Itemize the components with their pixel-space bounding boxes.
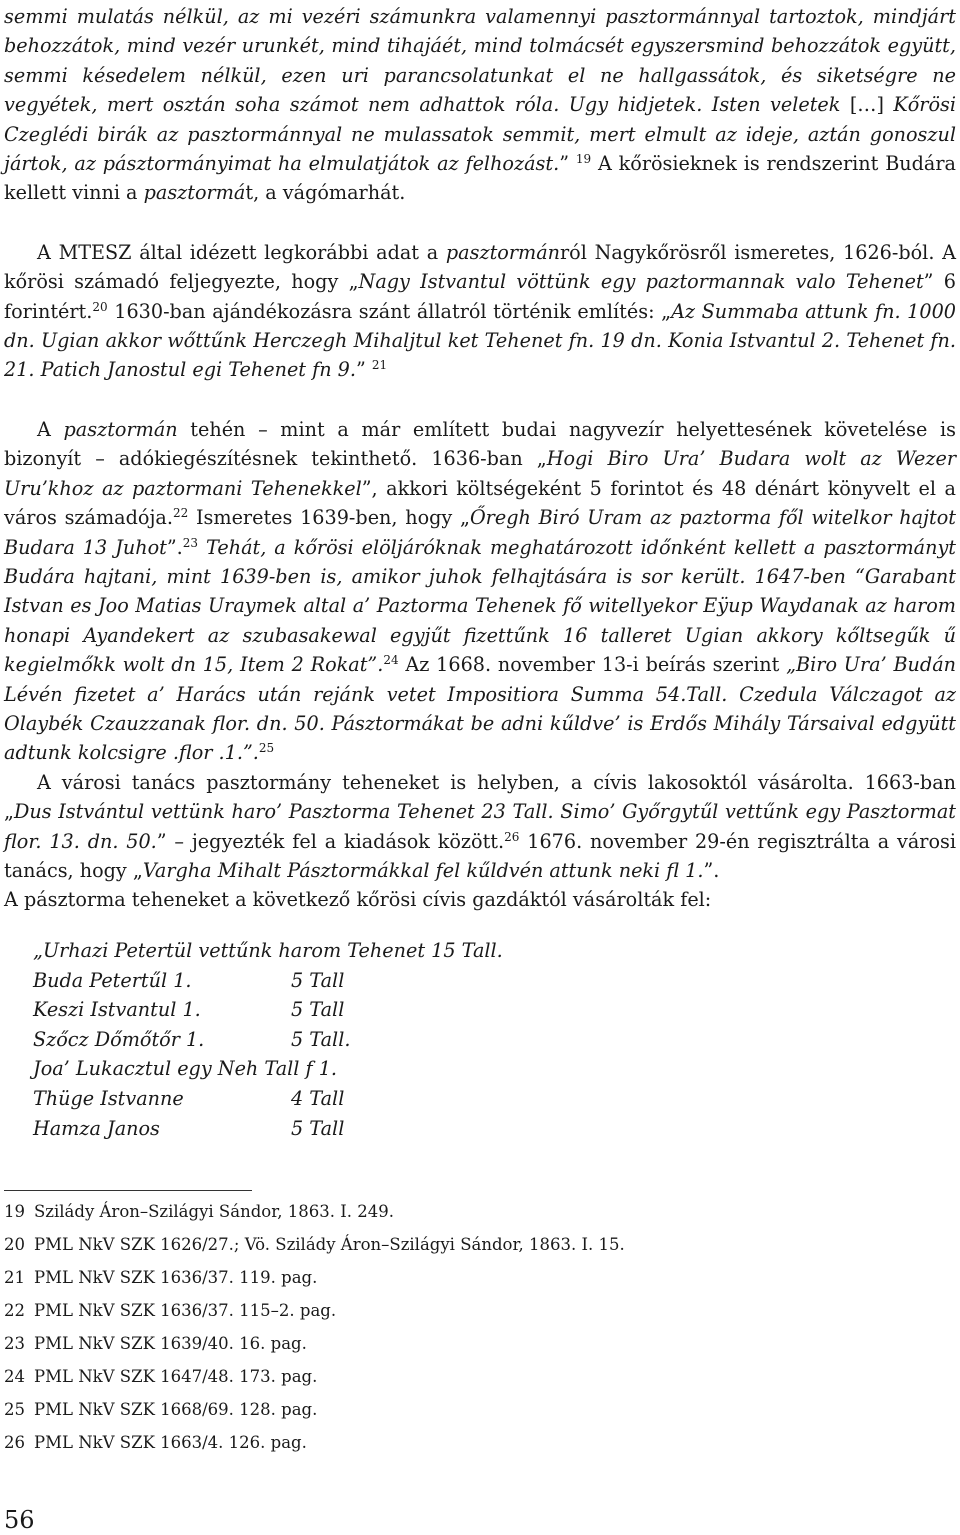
footnote: 22 PML NkV SZK 1636/37. 115–2. pag.: [4, 1301, 337, 1320]
text-run: Kőrösi Czeglédi birák az pasztormánnyal ne mulassatok semmit, mert elmult az ideje, aztán gonoszul jártok, az pásztormányimat ha elmulatjátok az felhozást.: [4, 93, 956, 176]
text-run: ” – jegyezték fel a kiadások között.: [156, 829, 505, 853]
footnote-ref: 22: [172, 506, 189, 521]
text-run: Őregh Biró Uram az paztorma fől witelkor hajtot Budara 13 Juhot: [4, 506, 956, 559]
footnote: 19 Szilády Áron–Szilágyi Sándor, 1863. I. 249.: [4, 1202, 394, 1221]
text-run: Vargha Mihalt Pásztormákkal fel kűldvén attunk neki fl 1.: [142, 858, 704, 882]
text-run: 1630-ban ajándékozásra szánt állatról történik említés: „: [107, 299, 672, 323]
footnote: 25 PML NkV SZK 1668/69. 128. pag.: [4, 1400, 318, 1419]
text-run: Az 1668. november 13-i beírás szerint: [398, 653, 787, 677]
text-run: Dus Istvántul vettünk haro’ Pasztorma Tehenet 23 Tall. Simo’ Győrgytűl vettűnk egy Pasztormat flor. 13. dn. 50.: [4, 800, 956, 853]
footnote: 24 PML NkV SZK 1647/48. 173. pag.: [4, 1367, 318, 1386]
footnote-ref: 20: [92, 299, 108, 314]
list-item: Thüge Istvanne 4 Tall: [33, 1086, 345, 1110]
text-run: semmi mulatás nélkül, az mi vezéri számunkra valamennyi pasztormánnyal tartoztok, mindjárt behozzátok, mind vezér urunkét, mind tihajáét, mind tolmácsét egyszersmind behozzátok együtt, semmi késedelem nélkül, ezen uri parancsolatunkat el ne hallgassátok, és siketségre ne vegyétek, mert osztán soha számot nem adhattok róla. Ugy hidjetek. Isten veletek: [4, 5, 956, 117]
text-run: Az Summaba attunk fn. 1000 dn. Ugian akkor wőttűnk Herczegh Mihaljtul ket Tehenet fn. 19 dn. Konia Istvantul 2. Tehenet fn. 21. Patich Janostul egi Tehenet fn 9.: [4, 299, 956, 382]
text-run: A pásztorma teheneket a következő kőrösi cívis gazdáktól vásárolták fel:: [4, 888, 712, 912]
text-run: ”, akkori költségeként 5 forintot és 48 dénárt könyvelt el a város számadója.: [4, 476, 956, 530]
list-item: Joa’ Lukacztul egy Neh Tall f 1.: [33, 1057, 338, 1081]
text-run: ”: [559, 152, 576, 176]
text-run: A MTESZ által idézett legkorábbi adat a: [37, 240, 446, 264]
text-run: pasztormán: [63, 417, 178, 441]
text-run: Hogi Biro Ura’ Budara wolt az Wezer Uru’khoz az paztormani Tehenekkel: [4, 447, 956, 500]
text-run: „Biro Ura’ Budán Lévén fizetet a’ Harács után rejánk vetet Impositiora Summa 54.Tall. Czedula Válczagot az Olaybék Czauzzanak flor. dn. 50. Pásztormákat be adni kűldve’ is Erdős Mihály Társaival edgyütt adtunk kolcsigre .flor .1.”.: [4, 653, 956, 765]
footnote-ref: 19: [575, 152, 592, 167]
text-run: tehén – mint a már említett budai nagyvezír helyettesének követelése is bizonyít – adókiegészítésnek tekinthető. 1636-ban „: [4, 417, 956, 471]
text-run: pasztormá: [143, 181, 246, 205]
list-item: Szőcz Dőmőtőr 1. 5 Tall.: [33, 1027, 351, 1051]
text-run: Ismeretes 1639-ben, hogy „: [188, 506, 470, 530]
text-run: A: [37, 417, 64, 441]
text-run: A kőrösieknek is rendszerint Budára kellett vinni a: [4, 152, 956, 205]
footnote: 21 PML NkV SZK 1636/37. 119. pag.: [4, 1268, 318, 1287]
footnote: 26 PML NkV SZK 1663/4. 126. pag.: [4, 1433, 307, 1452]
text-run: t, a vágómarhát.: [245, 181, 406, 205]
list-item: Buda Petertűl 1. 5 Tall: [33, 968, 345, 992]
list-item: Keszi Istvantul 1. 5 Tall: [33, 998, 345, 1022]
footnote-ref: 21: [371, 358, 388, 373]
paragraph-4: [4, 768, 956, 886]
footnote-ref: 25: [258, 741, 275, 756]
footnote-rule: [4, 1190, 252, 1191]
text-run: ” 6 forintért.: [4, 270, 956, 323]
text-run: A városi tanács pasztormány teheneket is helyben, a cívis lakosoktól vásárolta. 1663-ban „: [4, 770, 956, 824]
footnote-ref: 24: [383, 653, 399, 668]
page-number: 56: [4, 1506, 35, 1534]
paragraph-5: [4, 885, 956, 914]
text-run: pasztormán: [445, 240, 560, 264]
paragraph-3: [4, 415, 956, 768]
text-run: Nagy Istvantul vöttünk egy paztormannak valo Tehenet: [358, 270, 924, 294]
paragraph-2: [4, 238, 956, 385]
footnote: 23 PML NkV SZK 1639/40. 16. pag.: [4, 1334, 307, 1353]
text-run: ”.: [166, 535, 183, 559]
list-item: „Urhazi Petertül vettűnk harom Tehenet 15 Tall.: [33, 939, 503, 962]
list-item: Hamza Janos 5 Tall: [33, 1116, 345, 1140]
text-run: Tehát, a kőrösi elöljáróknak meghatározott időnként kellett a pasztormányt Budára hajtani, mint 1639-ben is, amikor juhok felhajtására is sor került. 1647-ben “Garabant Istvan es Joo Matias Uraymek altal a’ Paztorma Tehenek fő witellyekor Eÿup Waydanak az harom honapi Ayandekert az szubasakewal egyjűt fizettűnk 16 talleret Ugian akkory kőltsegűk ű kegielmőkk wolt dn 15, Item 2 Rokat”.: [4, 535, 956, 677]
footnote-ref: 23: [182, 535, 199, 550]
body-text: [4, 2, 956, 915]
text-run: […]: [849, 93, 884, 117]
text-run: ”: [355, 358, 372, 382]
text-run: 1676. november 29-én regisztrálta a városi tanács, hogy „: [4, 829, 956, 882]
purchase-list: [33, 936, 503, 1143]
footnote-ref: 26: [504, 829, 520, 844]
text-run: ”.: [703, 858, 720, 882]
paragraph-1: [4, 2, 956, 208]
footnote: 20 PML NkV SZK 1626/27.; Vö. Szilády Áron–Szilágyi Sándor, 1863. I. 15.: [4, 1235, 625, 1254]
text-run: ról Nagykőrösről ismeretes, 1626-ból. A kőrösi számadó feljegyezte, hogy „: [4, 240, 956, 294]
